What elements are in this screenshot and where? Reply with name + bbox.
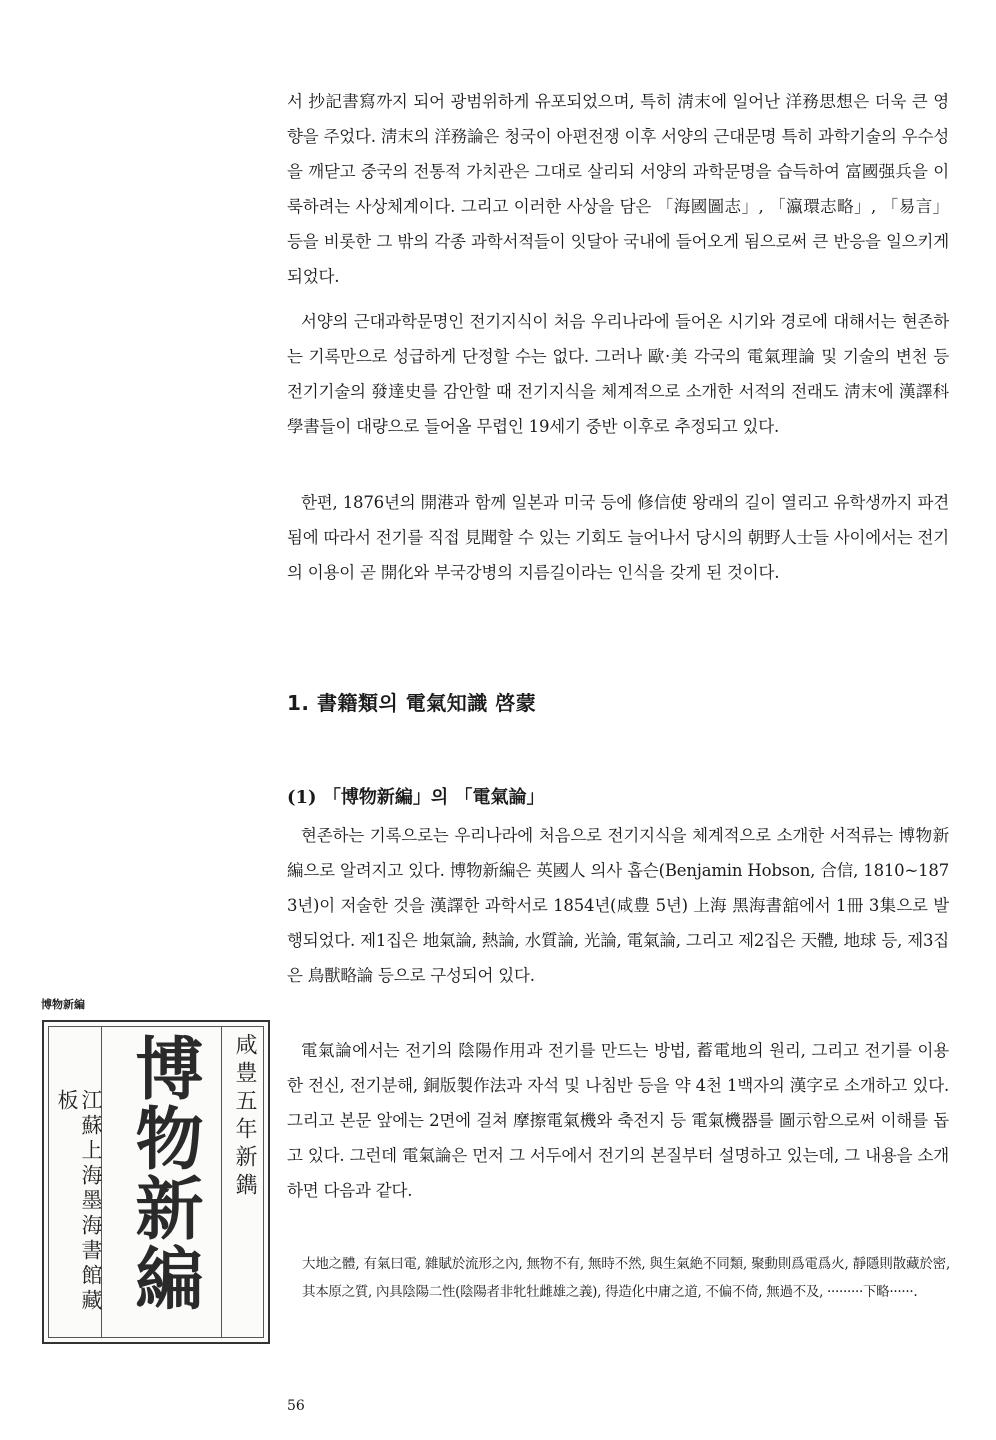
column-divider-right [221,1027,222,1337]
title-page-inner-border [48,1026,264,1338]
book-title-vertical: 博物新編 [124,1033,204,1313]
section-heading: 1. 書籍類의 電氣知識 啓蒙 [287,691,537,715]
classical-quotation: 大地之體, 有氣曰電, 雜賦於流形之內, 無物不有, 無時不然, 與生氣絶不同類, 聚動則爲電爲火, 靜隱則散藏於密, 其本原之質, 內具陰陽二性(陰陽者非牝牡雌雄之義), 得造化中庸之道, 不偏不倚, 無過不及, ·········下略······. [302,1256,950,1300]
edition-column: 咸豊五年新鐫 [232,1033,257,1201]
body-paragraph-3: 한편, 1876년의 開港과 함께 일본과 미국 등에 修信使 왕래의 길이 열리고 유학생까지 파견됨에 따라서 전기를 직접 見聞할 수 있는 기회도 늘어나서 당시의 朝野人士들 사이에서는 전기의 이용이 곧 開化와 부국강병의 지름길이라는 인식을 갖게 된 것이다. [287,493,949,582]
body-paragraph-1: 서 抄記書寫까지 되어 광범위하게 유포되었으며, 특히 淸末에 일어난 洋務思想은 더욱 큰 영향을 주었다. 淸末의 洋務論은 청국이 아편전쟁 이후 서양의 근대문명 특히 과학기술의 우수성을 깨닫고 중국의 전통적 가치관은 그대로 살리되 서양의 과학문명을 습득하여 富國强兵을 이룩하려는 사상체계이다. 그리고 이러한 사상을 담은 「海國圖志」, 「瀛環志略」, 「易言」 등을 비롯한 그 밖의 각종 과학서적들이 잇달아 국내에 들어오게 됨으로써 큰 반응을 일으키게 되었다. [287,92,949,286]
book-title-page-image [42,1020,270,1344]
body-paragraph-4: 현존하는 기록으로는 우리나라에 처음으로 전기지식을 체계적으로 소개한 서적류는 博物新編으로 알려지고 있다. 博物新編은 英國人 의사 홉슨(Benjamin Hobson, 合信, 1810~1873년)이 저술한 것을 漢譯한 과학서로 1854년(咸豊 5년) 上海 黑海書舘에서 1冊 3集으로 발행되었다. 제1집은 地氣論, 熱論, 水質論, 光論, 電氣論, 그리고 제2집은 天體, 地球 등, 제3집은 鳥獸略論 등으로 구성되어 있다. [287,826,949,985]
publisher-column: 江蘇上海墨海書館藏板 [55,1089,103,1314]
body-paragraph-5: 電氣論에서는 전기의 陰陽作用과 전기를 만드는 방법, 蓄電地의 원리, 그리고 전기를 이용한 전신, 전기분해, 銅版製作法과 자석 및 나침반 등을 약 4천 1백자의 漢字로 소개하고 있다. 그리고 본문 앞에는 2면에 걸쳐 摩擦電氣機와 축전지 등 電氣機器를 圖示함으로써 이해를 돕고 있다. 그런데 電氣論은 먼저 그 서두에서 전기의 본질부터 설명하고 있는데, 그 내용을 소개하면 다음과 같다. [287,1041,949,1200]
figure-caption: 博物新編 [41,998,85,1011]
subsection-heading: (1) 「博物新編」의 「電氣論」 [287,787,545,808]
body-paragraph-2: 서양의 근대과학문명인 전기지식이 처음 우리나라에 들어온 시기와 경로에 대해서는 현존하는 기록만으로 성급하게 단정할 수는 없다. 그러나 歐·美 각국의 電氣理論 및 기술의 변천 등 전기기술의 發達史를 감안할 때 전기지식을 체계적으로 소개한 서적의 전래도 淸末에 漢譯科學書들이 대량으로 들어올 무렵인 19세기 중반 이후로 추정되고 있다. [287,312,949,436]
page-number: 56 [287,1398,305,1414]
